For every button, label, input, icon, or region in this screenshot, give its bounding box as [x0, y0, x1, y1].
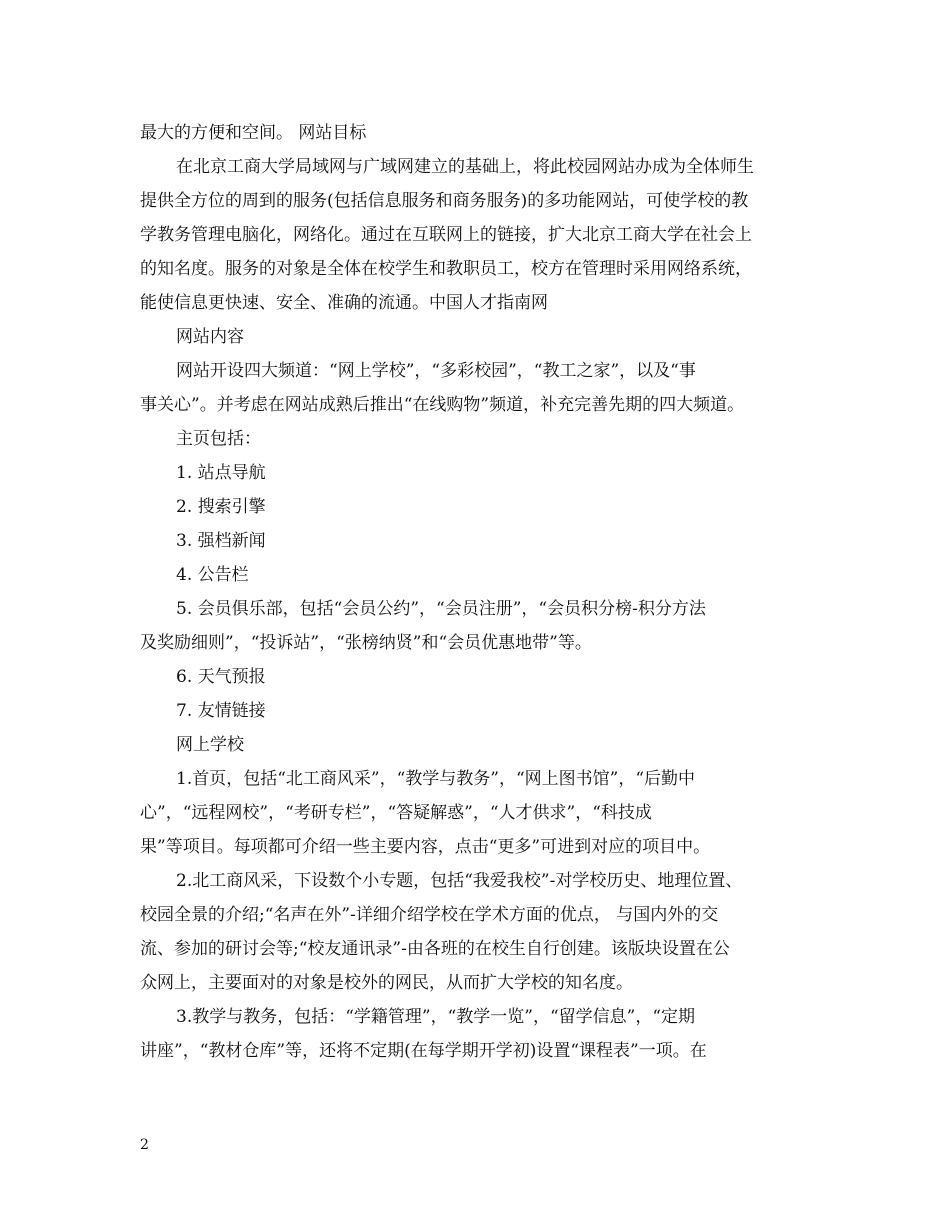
- text-line: 6. 天气预报: [176, 667, 266, 687]
- text-line: 校园全景的介绍;“名声在外”-详细介绍学校在学术方面的优点， 与国内外的交: [140, 905, 719, 925]
- text-line: 流、参加的研讨会等;“校友通讯录”-由各班的在校生自行创建。该版块设置在公: [140, 939, 730, 959]
- text-line: 能使信息更快速、安全、准确的流通。中国人才指南网: [140, 293, 548, 313]
- page-number: 2: [140, 1137, 149, 1153]
- text-line: 2.北工商风采，下设数个小专题，包括“我爱我校”-对学校历史、地理位置、: [176, 871, 743, 891]
- text-line: 及奖励细则”，“投诉站”，“张榜纳贤”和“会员优惠地带”等。: [140, 633, 592, 653]
- text-line: 1. 站点导航: [176, 463, 266, 483]
- text-line: 众网上，主要面对的对象是校外的网民，从而扩大学校的知名度。: [140, 973, 633, 993]
- text-line: 网上学校: [176, 735, 244, 755]
- text-line: 主页包括：: [176, 429, 261, 449]
- text-line: 3. 强档新闻: [176, 531, 266, 551]
- text-line: 事关心”。并考虑在网站成熟后推出“在线购物”频道，补充完善先期的四大频道。: [140, 395, 745, 415]
- text-line: 网站开设四大频道：“网上学校”，“多彩校园”，“教工之家”，以及“事: [176, 361, 696, 381]
- text-line: 提供全方位的周到的服务(包括信息服务和商务服务)的多功能网站，可使学校的教: [140, 191, 749, 211]
- text-line: 1.首页，包括“北工商风采”，“教学与教务”，“网上图书馆”，“后勤中: [176, 769, 696, 789]
- text-line: 5. 会员俱乐部，包括“会员公约”，“会员注册”，“会员积分榜-积分方法: [176, 599, 706, 619]
- text-line: 3.教学与教务，包括：“学籍管理”，“教学一览”，“留学信息”，“定期: [176, 1007, 696, 1027]
- text-line: 果”等项目。每项都可介绍一些主要内容，点击“更多”可进到对应的项目中。: [140, 837, 711, 857]
- text-line: 2. 搜索引擎: [176, 497, 266, 517]
- text-line: 在北京工商大学局域网与广域网建立的基础上，将此校园网站办成为全体师生: [176, 157, 754, 177]
- text-line: 心”，“远程网校”，“考研专栏”，“答疑解惑”，“人才供求”，“科技成: [140, 803, 652, 823]
- text-line: 讲座”，“教材仓库”等，还将不定期(在每学期开学初)设置“课程表”一项。在: [140, 1041, 707, 1061]
- text-line: 4. 公告栏: [176, 565, 249, 585]
- text-line: 7. 友情链接: [176, 701, 266, 721]
- document-body: [140, 116, 815, 1068]
- text-line: 学教务管理电脑化，网络化。通过在互联网上的链接，扩大北京工商大学在社会上: [140, 225, 752, 245]
- text-line: 最大的方便和空间。 网站目标: [140, 123, 367, 143]
- text-line: 网站内容: [176, 327, 244, 347]
- text-line: 的知名度。服务的对象是全体在校学生和教职员工，校方在管理时采用网络系统，: [140, 259, 752, 279]
